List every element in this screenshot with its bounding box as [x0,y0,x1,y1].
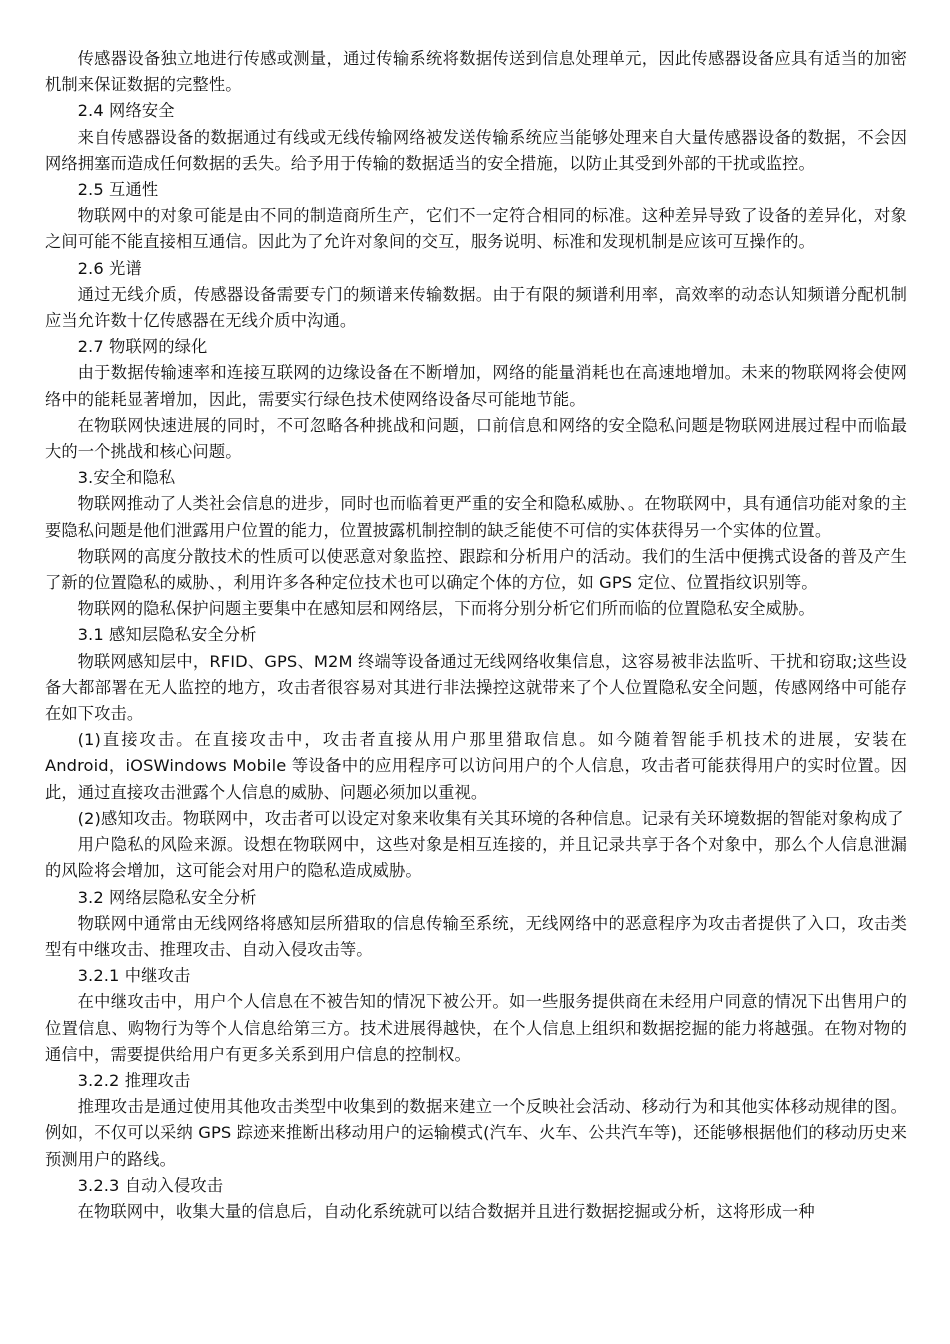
body-paragraph: 物联网推动了人类社会信息的进步，同时也而临着更严重的安全和隐私威胁、。在物联网中，具有通信功能对象的主要隐私问题是他们泄露用户位置的能力，位置披露机制控制的缺乏能使不可信的实体获得另一个实体的位置。 [45,494,907,540]
section-heading: 3.2.2 推理攻击 [77,1070,191,1090]
body-paragraph: 通过无线介质，传感器设备需要专门的频谱来传输数据。由于有限的频谱利用率，高效率的动态认知频谱分配机制应当允许数十亿传感器在无线介质中沟通。 [45,284,907,331]
body-paragraph: 来自传感器设备的数据通过有线或无线传输网络被发送传输系统应当能够处理来自大量传感器设备的数据，不会因网络拥塞而造成任何数据的丢失。给予用于传输的数据适当的安全措施，以防止其受到外部的干扰或监控。 [45,127,907,173]
section-heading: 2.4 网络安全 [77,101,175,121]
body-paragraph: 传感器设备独立地进行传感或测量，通过传输系统将数据传送到信息处理单元，因此传感器设备应具有适当的加密机制来保证数据的完整性。 [45,49,907,95]
section-heading: 3.2.1 中继攻击 [77,966,191,986]
body-paragraph: 在中继攻击中，用户个人信息在不被告知的情况下被公开。如一些服务提供商在未经用户同意的情况下出售用户的位置信息、购物行为等个人信息给第三方。技术进展得越快，在个人信息上组织和数据挖掘的能力将越强。在物对物的通信中，需要提供给用户有更多关系到用户信息的控制权。 [45,992,907,1064]
section-heading: 2.5 互通性 [77,180,159,200]
body-paragraph: 推理攻击是通过使用其他攻击类型中收集到的数据来建立一个反映社会活动、移动行为和其他实体移动规律的图。例如，不仅可以采纳 GPS 踪迹来推断出移动用户的运输模式(汽车、火车、公共汽车等)，还能够根据他们的移动历史来预测用户的路线。 [45,1097,907,1169]
body-paragraph: 在物联网中，收集大量的信息后，自动化系统就可以结合数据并且进行数据挖掘或分析，这将形成一种 [77,1201,815,1221]
section-heading: 2.7 物联网的绿化 [77,337,208,357]
body-paragraph: (1)直接攻击。在直接攻击中，攻击者直接从用户那里猎取信息。如今随着智能手机技术的进展，安装在 Android，iOSWindows Mobile 等设备中的应用程序可以访问用户的个人信息，攻击者可能获得用户的实时位置。因此，通过直接攻击泄露个人信息的威胁、问题必须加以重视。 [45,730,907,802]
body-paragraph: (2)感知攻击。物联网中，攻击者可以设定对象来收集有关其环境的各种信息。记录有关环境数据的智能对象构成了 [77,808,904,828]
document-page [45,46,907,1225]
body-paragraph: 物联网的隐私保护问题主要集中在感知层和网络层，下而将分别分析它们所而临的位置隐私安全威胁。 [77,599,815,619]
section-heading: 3.2 网络层隐私安全分析 [77,887,257,907]
body-paragraph: 用户隐私的风险来源。设想在物联网中，这些对象是相互连接的，并且记录共享于各个对象中，那么个人信息泄漏的风险将会增加，这可能会对用户的隐私造成威胁。 [45,835,907,881]
body-paragraph: 物联网中的对象可能是由不同的制造商所生产，它们不一定符合相同的标准。这种差异导致了设备的差异化，对象之间可能不能直接相互通信。因此为了允许对象间的交互，服务说明、标准和发现机制是应该可互操作的。 [45,206,907,252]
section-heading: 3.安全和隐私 [77,468,176,488]
section-heading: 3.1 感知层隐私安全分析 [77,625,257,645]
body-paragraph: 由于数据传输速率和连接互联网的边缘设备在不断增加，网络的能量消耗也在高速地增加。未来的物联网将会使网络中的能耗显著增加，因此，需要实行绿色技术使网络设备尽可能地节能。 [45,363,907,409]
body-paragraph: 物联网感知层中，RFID、GPS、M2M 终端等设备通过无线网络收集信息，这容易被非法监听、干扰和窃取;这些设备大都部署在无人监控的地方，攻击者很容易对其进行非法操控这就带来了个人位置隐私安全问题，传感网络中可能存在如下攻击。 [45,651,907,724]
body-paragraph: 在物联网快速进展的同时，不可忽略各种挑战和问题，口前信息和网络的安全隐私问题是物联网进展过程中而临最大的一个挑战和核心问题。 [45,415,907,462]
body-paragraph: 物联网的高度分散技术的性质可以使恶意对象监控、跟踪和分析用户的活动。我们的生活中便携式设备的普及产生了新的位置隐私的威胁、，利用许多各种定位技术也可以确定个体的方位，如 GPS 定位、位置指纹识别等。 [45,546,907,593]
body-paragraph: 物联网中通常由无线网络将感知层所猎取的信息传输至系统，无线网络中的恶意程序为攻击者提供了入口，攻击类型有中继攻击、推理攻击、自动入侵攻击等。 [45,913,907,959]
section-heading: 2.6 光谱 [77,258,142,278]
section-heading: 3.2.3 自动入侵攻击 [77,1175,224,1195]
